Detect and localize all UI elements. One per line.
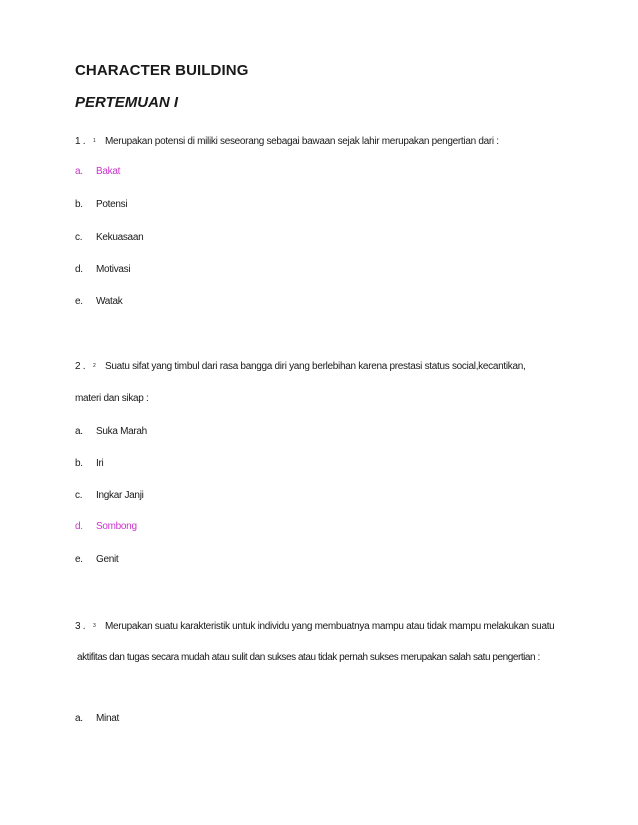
question-2-option-e: e. Genit	[75, 554, 119, 565]
document-subtitle: PERTEMUAN I	[75, 94, 179, 111]
question-3-sub: 3	[93, 623, 96, 630]
question-2-option-d: d. Sombong	[75, 521, 137, 532]
question-1-option-d: d. Motivasi	[75, 264, 131, 275]
document-title: CHARACTER BUILDING	[75, 62, 249, 79]
question-2-text-continued: materi dan sikap :	[75, 393, 149, 404]
question-2	[75, 361, 525, 372]
question-1-option-e: e. Watak	[75, 296, 123, 307]
question-2-option-a: a. Suka Marah	[75, 426, 147, 437]
question-3-text-continued: aktifitas dan tugas secara mudah atau sulit dan sukses atau tidak pernah sukses merupakan salah satu pengertian :	[77, 652, 540, 663]
question-2-number: 2 .	[75, 361, 86, 372]
question-2-sub: 2	[93, 363, 96, 370]
question-2-option-c: c. Ingkar Janji	[75, 490, 144, 501]
question-3	[75, 621, 554, 632]
question-3-number: 3 .	[75, 621, 86, 632]
question-3-text: Merupakan suatu karakteristik untuk individu yang membuatnya mampu atau tidak mampu melakukan suatu	[105, 621, 555, 632]
question-1-number: 1 .	[75, 136, 86, 147]
question-1-text: Merupakan potensi di miliki seseorang sebagai bawaan sejak lahir merupakan pengertian dari :	[105, 136, 499, 147]
question-1	[75, 136, 499, 147]
question-2-text: Suatu sifat yang timbul dari rasa bangga diri yang berlebihan karena prestasi status social,kecantikan,	[105, 361, 526, 372]
question-1-option-a: a. Bakat	[75, 166, 121, 177]
question-1-sub: 1	[93, 138, 96, 145]
question-1-option-c: c. Kekuasaan	[75, 232, 144, 243]
question-2-option-b: b. Iri	[75, 458, 104, 469]
question-3-option-a: a. Minat	[75, 713, 119, 724]
question-1-option-b: b. Potensi	[75, 199, 128, 210]
